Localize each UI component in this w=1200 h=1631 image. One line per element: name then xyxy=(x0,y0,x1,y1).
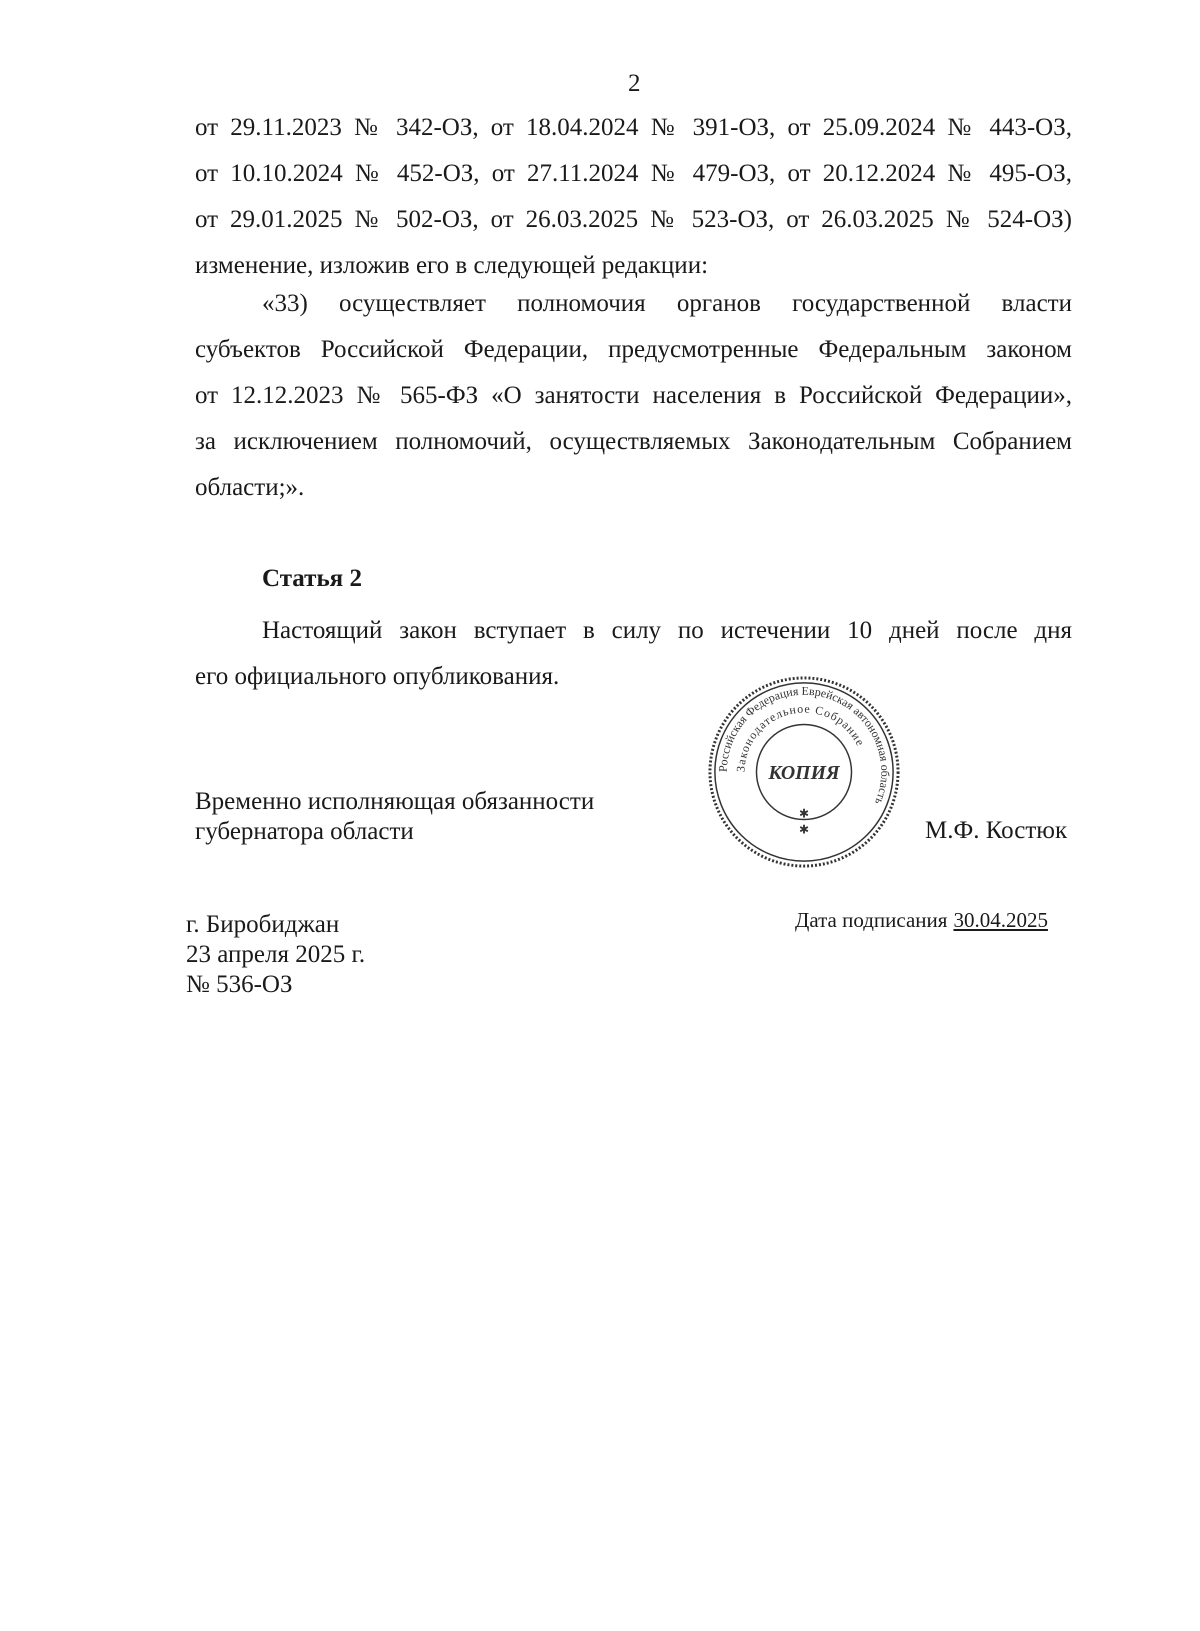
adoption-date: 23 апреля 2025 г. xyxy=(186,941,366,968)
amendment-intro-paragraph xyxy=(195,105,1072,289)
stamp-inner-text: Законодательное Собрание xyxy=(733,701,868,773)
text-line: субъектов Российской Федерации, предусмотренные Федеральным законом xyxy=(195,336,1072,363)
text-line: «33) осуществляет полномочия органов государственной власти xyxy=(262,290,1072,317)
text-line: от 29.11.2023 № 342-ОЗ, от 18.04.2024 № 391-ОЗ, от 25.09.2024 № 443-ОЗ, xyxy=(195,114,1072,141)
text-line: от 29.01.2025 № 502-ОЗ, от 26.03.2025 № 523-ОЗ, от 26.03.2025 № 524-ОЗ) xyxy=(195,206,1072,233)
text-line: его официального опубликования. xyxy=(195,663,560,690)
text-line: области;». xyxy=(195,474,305,501)
star-icon: ✱ xyxy=(799,822,809,837)
text-line: Настоящий закон вступает в силу по истечении 10 дней после дня xyxy=(262,617,1072,644)
page-number: 2 xyxy=(628,70,641,97)
signatory-title xyxy=(195,787,594,847)
signatory-title-line: Временно исполняющая обязанности xyxy=(195,788,595,815)
signatory-title-line: губернатора области xyxy=(195,818,414,845)
city: г. Биробиджан xyxy=(186,911,340,938)
article-heading: Статья 2 xyxy=(262,565,362,592)
place-date-block xyxy=(186,910,365,1000)
official-stamp xyxy=(705,673,903,871)
article-paragraph xyxy=(195,608,1072,700)
law-number: № 536-ОЗ xyxy=(186,971,293,998)
stamp-center-text: КОПИЯ xyxy=(768,761,840,784)
signing-date xyxy=(795,908,1048,933)
text-line: от 10.10.2024 № 452-ОЗ, от 27.11.2024 № 479-ОЗ, от 20.12.2024 № 495-ОЗ, xyxy=(195,160,1072,187)
text-line: за исключением полномочий, осуществляемых Законодательным Собранием xyxy=(195,428,1072,455)
signatory-name: М.Ф. Костюк xyxy=(925,817,1068,844)
stamp-outer-text: Российская Федерация Еврейская автономная область xyxy=(715,683,893,807)
signing-date-value: 30.04.2025 xyxy=(953,908,1048,932)
signing-date-label: Дата подписания xyxy=(795,908,948,932)
star-icon: ✱ xyxy=(799,806,809,821)
text-line: от 12.12.2023 № 565-ФЗ «О занятости населения в Российской Федерации», xyxy=(195,382,1072,409)
quoted-amendment-paragraph xyxy=(195,281,1072,511)
text-line: изменение, изложив его в следующей редакции: xyxy=(195,252,709,279)
